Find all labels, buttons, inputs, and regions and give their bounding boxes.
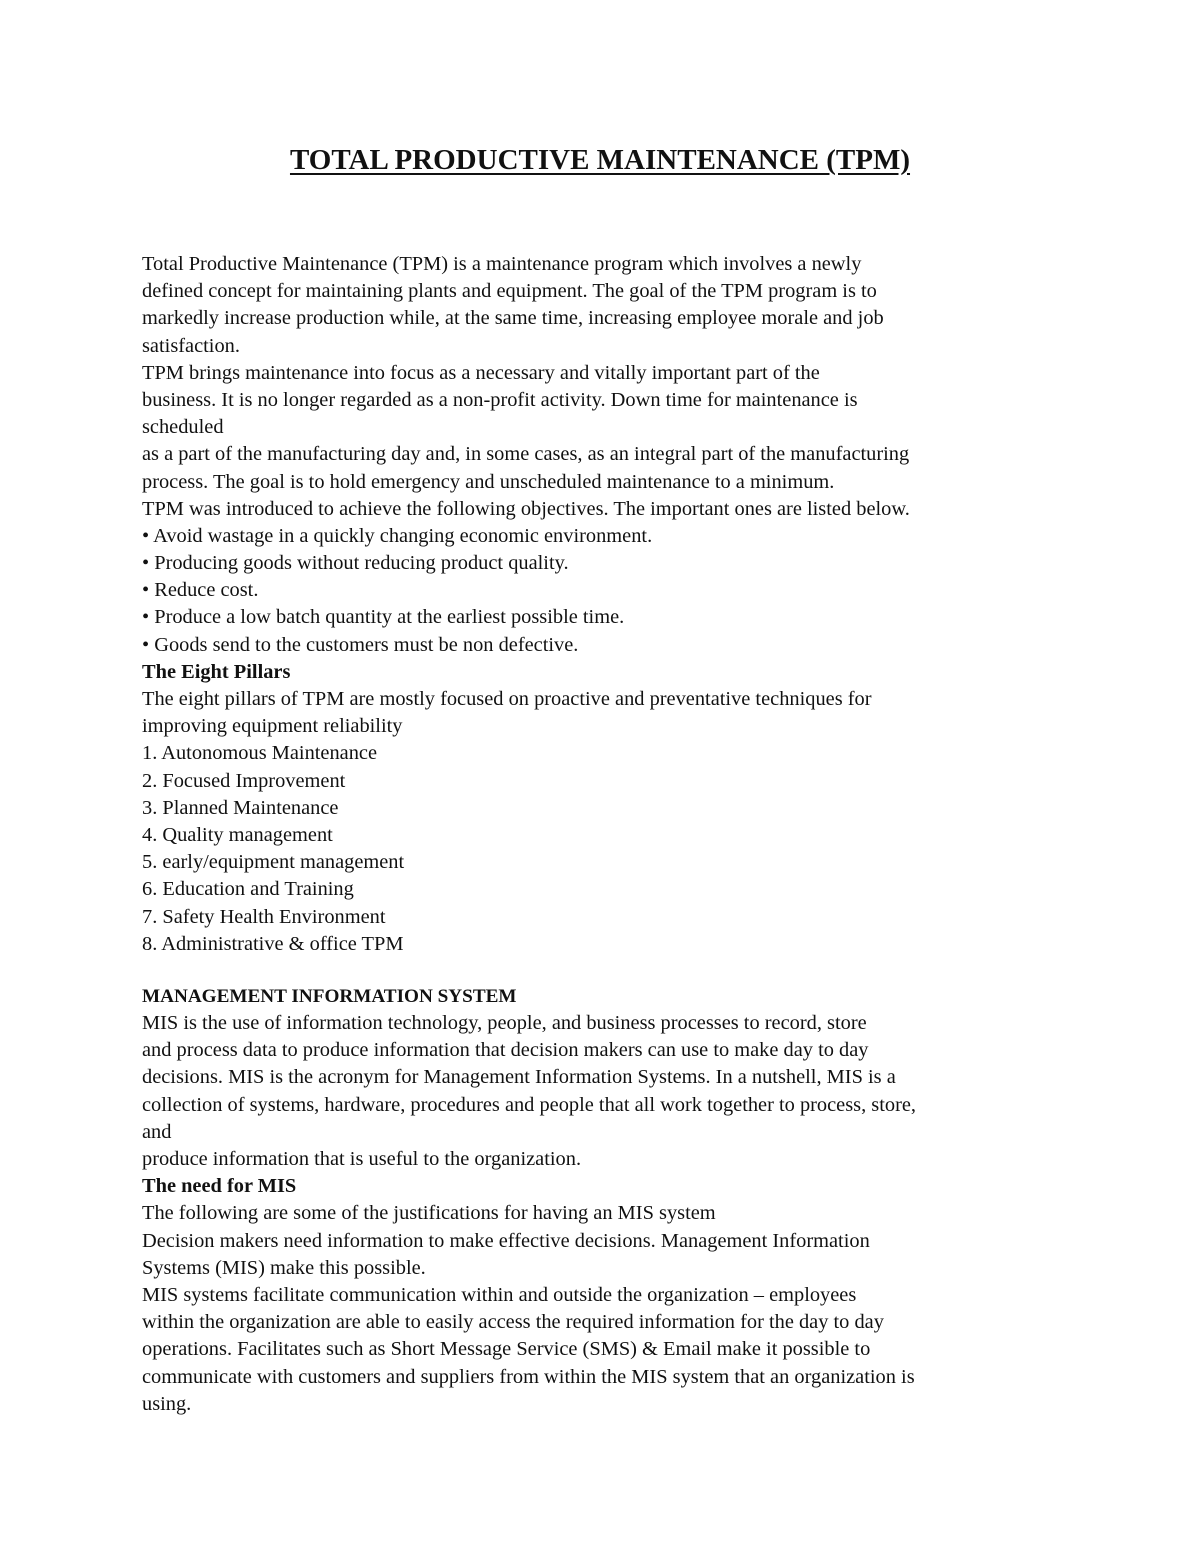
objective-item: • Producing goods without reducing product quality. [142, 552, 569, 575]
objective-item: • Reduce cost. [142, 579, 259, 602]
pillar-item: 3. Planned Maintenance [142, 796, 339, 819]
pillar-item: 6. Education and Training [142, 878, 354, 901]
section-spacer [142, 958, 1042, 983]
tpm-intro-line: markedly increase production while, at the same time, increasing employee morale and job [142, 307, 884, 330]
need-line: operations. Facilitates such as Short Message Service (SMS) & Email make it possible to [142, 1338, 871, 1361]
objective-item: • Goods send to the customers must be non defective. [142, 633, 579, 656]
need-line: Systems (MIS) make this possible. [142, 1256, 426, 1279]
tpm-intro-line: scheduled [142, 416, 224, 439]
need-line: Decision makers need information to make effective decisions. Management Information [142, 1229, 870, 1252]
tpm-intro-line: satisfaction. [142, 334, 240, 357]
mis-line: and process data to produce information that decision makers can use to make day to day [142, 1039, 869, 1062]
mis-line: collection of systems, hardware, procedures and people that all work together to process, store, [142, 1093, 917, 1116]
tpm-intro-line: TPM brings maintenance into focus as a necessary and vitally important part of the [142, 361, 820, 384]
need-line: using. [142, 1392, 192, 1415]
pillar-item: 8. Administrative & office TPM [142, 932, 404, 955]
tpm-intro-line: as a part of the manufacturing day and, in some cases, as an integral part of the manufacturing [142, 443, 910, 466]
tpm-intro-line: defined concept for maintaining plants and equipment. The goal of the TPM program is to [142, 280, 877, 303]
need-line: The following are some of the justifications for having an MIS system [142, 1202, 716, 1225]
need-line: MIS systems facilitate communication within and outside the organization – employees [142, 1283, 857, 1306]
objective-item: • Avoid wastage in a quickly changing economic environment. [142, 524, 653, 547]
tpm-intro-line: business. It is no longer regarded as a non-profit activity. Down time for maintenance is [142, 388, 858, 411]
need-line: communicate with customers and suppliers from within the MIS system that an organization is [142, 1365, 915, 1388]
mis-line: MIS is the use of information technology, people, and business processes to record, store [142, 1012, 867, 1035]
pillar-item: 4. Quality management [142, 823, 333, 846]
objective-item: • Produce a low batch quantity at the earliest possible time. [142, 606, 625, 629]
mis-line: and [142, 1120, 172, 1143]
tpm-intro-line: Total Productive Maintenance (TPM) is a maintenance program which involves a newly [142, 253, 862, 275]
pillar-item: 7. Safety Health Environment [142, 905, 386, 928]
mis-line: decisions. MIS is the acronym for Management Information Systems. In a nutshell, MIS is a [142, 1066, 896, 1089]
mis-line: produce information that is useful to the organization. [142, 1148, 582, 1170]
pillars-heading: The Eight Pillars [142, 660, 291, 683]
tpm-intro-line: TPM was introduced to achieve the following objectives. The important ones are listed below. [142, 497, 910, 520]
pillars-intro-line: improving equipment reliability [142, 715, 403, 738]
mis-heading: MANAGEMENT INFORMATION SYSTEM [142, 985, 517, 1007]
pillar-item: 5. early/equipment management [142, 851, 405, 874]
pillar-item: 1. Autonomous Maintenance [142, 742, 378, 765]
document-body [142, 251, 1042, 1418]
pillars-intro-line: The eight pillars of TPM are mostly focused on proactive and preventative techniques for [142, 688, 872, 710]
pillar-item: 2. Focused Improvement [142, 769, 346, 792]
tpm-intro-line: process. The goal is to hold emergency and unscheduled maintenance to a minimum. [142, 470, 835, 493]
need-heading: The need for MIS [142, 1175, 297, 1198]
need-line: within the organization are able to easily access the required information for the day to day [142, 1311, 884, 1334]
document-title: TOTAL PRODUCTIVE MAINTENANCE (TPM) [289, 144, 911, 176]
